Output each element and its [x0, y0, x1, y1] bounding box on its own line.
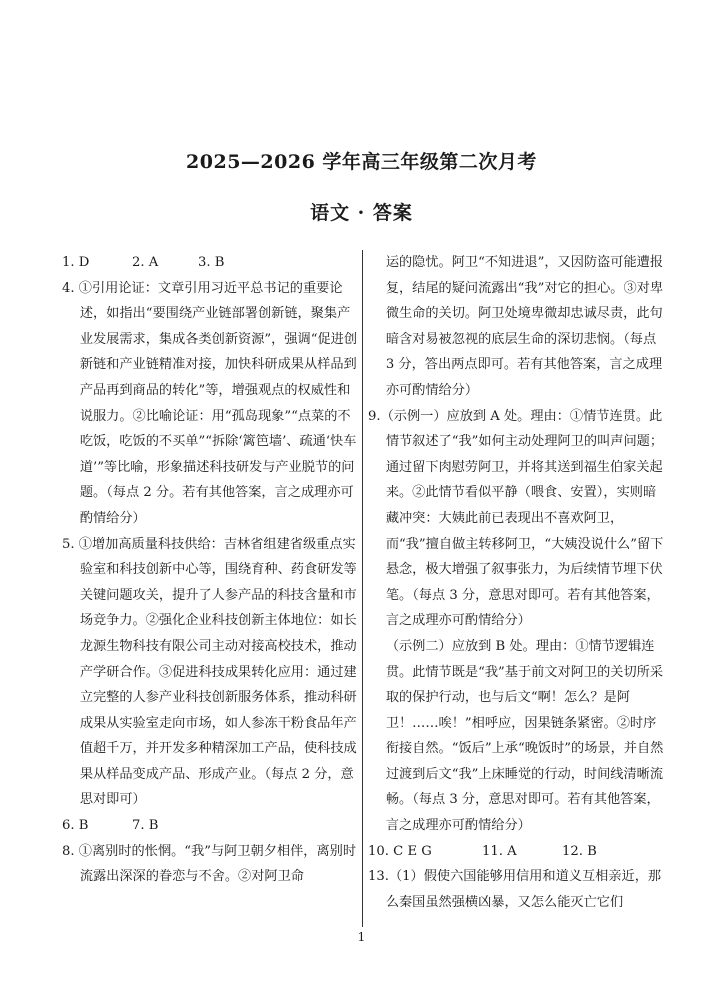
answer-9-example-1: 9.（示例一）应放到 A 处。理由：①情节连贯。此情节叙述了“我”如何主动处理阿卫的叫声问题；通过留下肉慰劳阿卫，并将其送到福生伯家关起来。②此情节看似平静（喂食、安置），实则暗藏冲突：大姨此前已表现出不喜欢阿卫，而“我”擅自做主转移阿卫，“大姨没说什么”留下悬念，极大增强了叙事张力，为后续情节埋下伏笔。（每点 3 分，意思对即可。若有其他答案，言之成理亦可酌情给分）	[368, 408, 664, 629]
answer-11: 11. A	[482, 843, 517, 859]
answer-4: 4. ①引用论证：文章引用习近平总书记的重要论述，如指出“要围绕产业链部署创新链，聚集产业发展需求，集成各类创新资源”，强调“促进创新链和产业链精准对接，加快科研成果从样品到产品再到商品的转化”等，增强观点的权威性和说服力。②比喻论证：用“孤岛现象”“点菜的不吃饭，吃饭的不买单”“拆除‘篱笆墙’、疏通‘快车道’”等比喻，形象描述科技研发与产业脱节的问题。（每点 2 分。若有其他答案，言之成理亦可酌情给分）	[62, 280, 358, 526]
answer-8-continued: 运的隐忧。阿卫“不知进退”，又因防盗可能遭报复，结尾的疑问流露出“我”对它的担心。③对卑微生命的关切。阿卫处境卑微却忠诚尽责，此句暗含对易被忽视的底层生命的深切悲悯。（每点 3 分，答出两点即可。若有其他答案，言之成理亦可酌情给分）	[385, 255, 664, 398]
page-number: 1	[357, 930, 366, 944]
answer-6: 6. B	[62, 818, 89, 834]
column-divider	[362, 250, 363, 927]
answer-9-example-2: （示例二）应放到 B 处。理由：①情节逻辑连贯。此情节既是“我”基于前文对阿卫的关切所采取的保护行动，也与后文“啊！怎么？是阿卫！……唉！”相呼应，因果链条紧密。②时序衔接自然。“饭后”上承“晚饭时”的场景，并自然过渡到后文“我”上床睡觉的行动，时间线清晰流畅。（每点 3 分，意思对即可。若有其他答案，言之成理亦可酌情给分）	[385, 638, 664, 834]
page-subtitle: 语文 · 答案	[310, 202, 413, 224]
page-title: 2025—2026 学年高三年级第二次月考	[186, 151, 537, 173]
answer-1: 1. D	[62, 255, 90, 270]
left-column	[62, 250, 358, 890]
answer-7: 7. B	[132, 818, 159, 834]
answer-2: 2. A	[132, 255, 159, 270]
answer-12: 12. B	[562, 843, 597, 859]
answer-row-6-7	[62, 813, 358, 839]
right-column	[368, 250, 664, 915]
answer-5: 5. ①增加高质量科技供给：吉林省组建省级重点实验室和科技创新中心等，围绕育种、药食研发等关键问题攻关，提升了人参产品的科技含量和市场竞争力。②强化企业科技创新主体地位：如长龙源生物科技有限公司主动对接高校技术，推动产学研合作。③促进科技成果转化应用：通过建立完整的人参产业科技创新服务体系，推动科研成果从实验室走向市场，如人参冻干粉食品年产值超千万，并开发多种精深加工产品，使科技成果从样品变成产品、形成产业。（每点 2 分，意思对即可）	[62, 536, 357, 808]
answer-10: 10. C E G	[368, 843, 432, 859]
answer-8: 8. ①离别时的怅惘。“我”与阿卫朝夕相伴，离别时流露出深深的眷恋与不舍。②对阿卫命	[62, 843, 357, 885]
answer-3: 3. B	[198, 255, 225, 270]
answer-row-10-12	[368, 839, 664, 865]
answer-13: 13.（1）假使六国能够用信用和道义互相亲近，那么秦国虽然强横凶暴，又怎么能灭亡它们	[368, 869, 662, 910]
answer-row-1-3	[62, 250, 358, 276]
